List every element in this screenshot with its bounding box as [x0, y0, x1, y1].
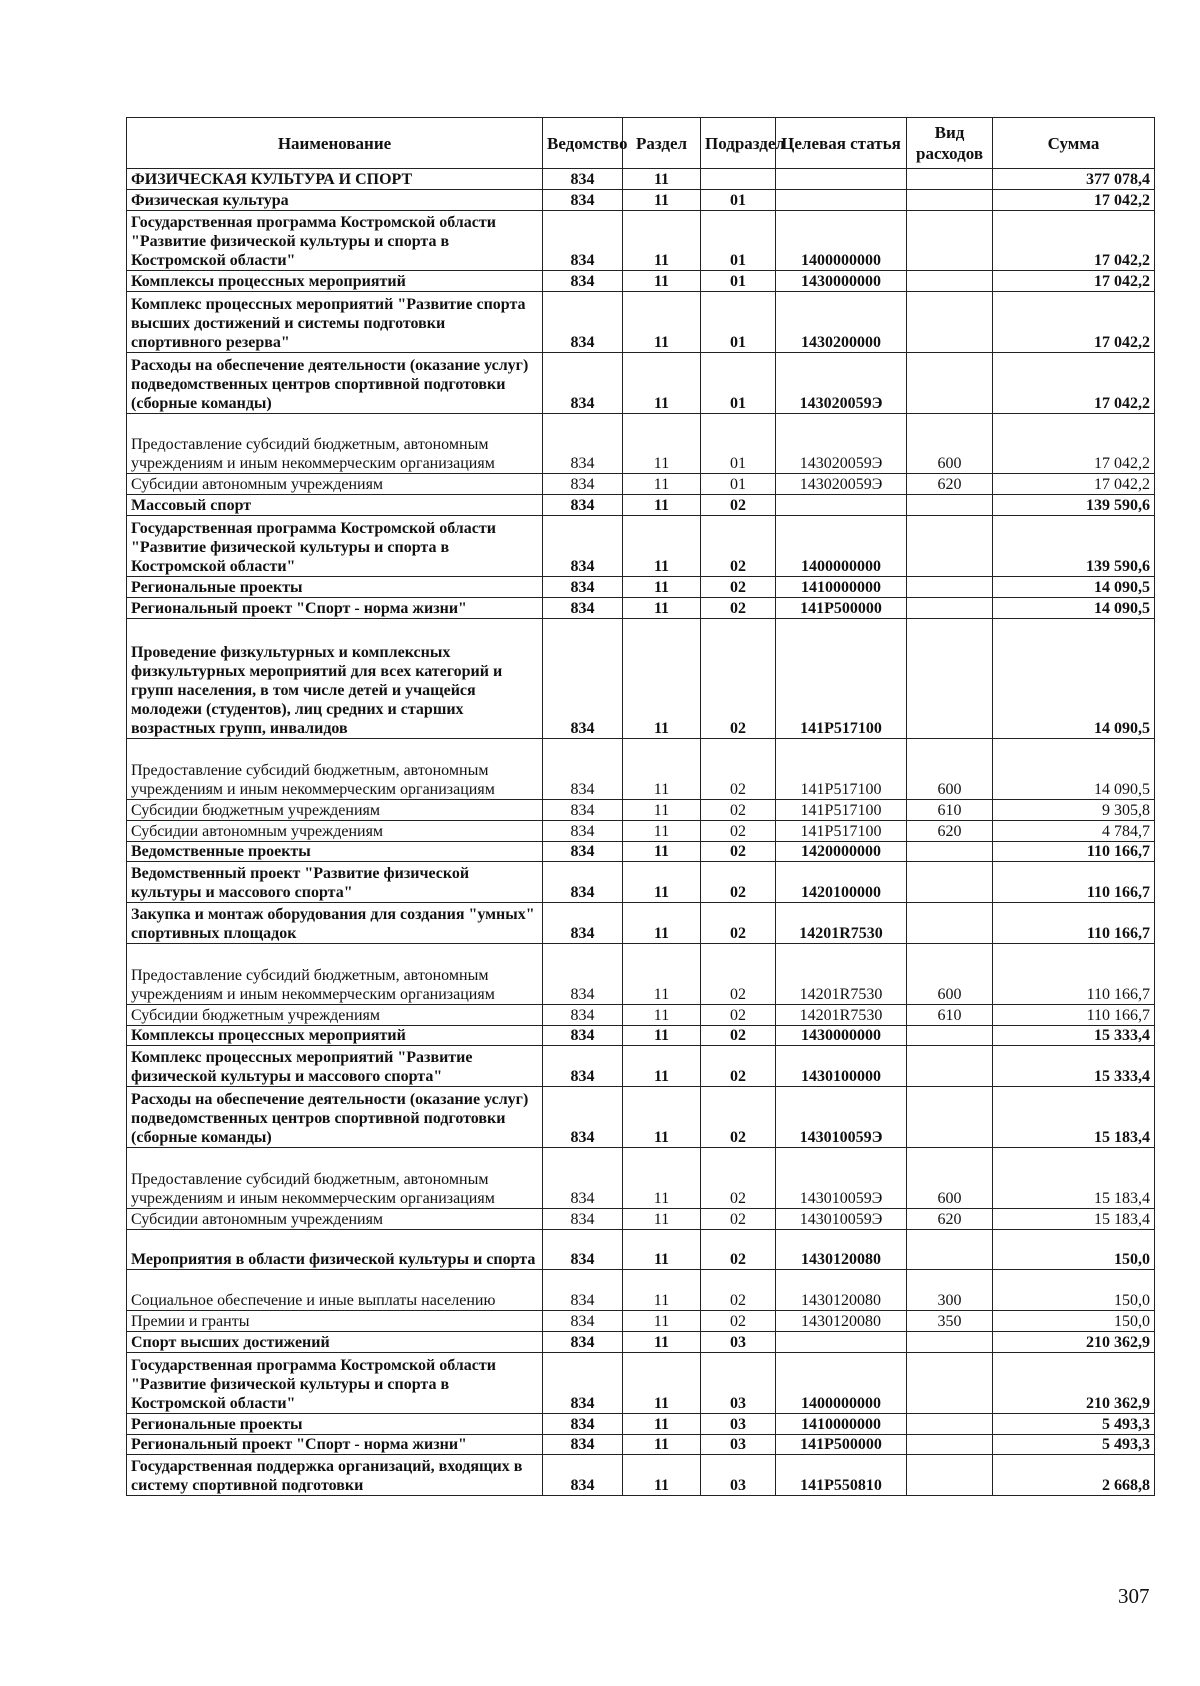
cell-sum: 14 090,5	[993, 618, 1155, 738]
cell-sum: 17 042,2	[993, 210, 1155, 271]
cell-sum: 210 362,9	[993, 1332, 1155, 1353]
cell-subsection: 02	[701, 1229, 776, 1270]
cell-name: Закупка и монтаж оборудования для создания "умных" спортивных площадок	[127, 903, 543, 944]
cell-name: Предоставление субсидий бюджетным, автономным учреждениям и иным некоммерческим организациям	[127, 1147, 543, 1208]
cell-sum: 17 042,2	[993, 292, 1155, 353]
cell-sum: 17 042,2	[993, 413, 1155, 474]
cell-sum: 15 333,4	[993, 1025, 1155, 1046]
table-row	[127, 169, 1155, 190]
cell-subsection: 01	[701, 413, 776, 474]
table-row	[127, 841, 1155, 862]
cell-exp-type: 620	[907, 474, 993, 495]
cell-target: 1400000000	[776, 1352, 907, 1413]
cell-exp-type	[907, 1332, 993, 1353]
cell-section: 11	[623, 1046, 701, 1087]
cell-dept: 834	[543, 292, 623, 353]
cell-name: Субсидии автономным учреждениям	[127, 474, 543, 495]
cell-dept: 834	[543, 1087, 623, 1148]
cell-sum: 2 668,8	[993, 1455, 1155, 1496]
header-sum: Сумма	[993, 118, 1155, 169]
header-target: Целевая статья	[776, 118, 907, 169]
cell-exp-type: 620	[907, 1208, 993, 1229]
cell-section: 11	[623, 576, 701, 597]
cell-dept: 834	[543, 841, 623, 862]
cell-subsection: 01	[701, 271, 776, 292]
cell-exp-type	[907, 1413, 993, 1434]
cell-section: 11	[623, 1229, 701, 1270]
cell-dept: 834	[543, 1332, 623, 1353]
cell-target: 143020059Э	[776, 353, 907, 414]
cell-name: Расходы на обеспечение деятельности (оказание услуг) подведомственных центров спортивной подготовки (сборные команды)	[127, 353, 543, 414]
cell-exp-type: 600	[907, 413, 993, 474]
cell-exp-type	[907, 495, 993, 516]
cell-sum: 14 090,5	[993, 739, 1155, 800]
cell-subsection: 02	[701, 799, 776, 820]
cell-sum: 110 166,7	[993, 903, 1155, 944]
cell-name: ФИЗИЧЕСКАЯ КУЛЬТУРА И СПОРТ	[127, 169, 543, 190]
cell-subsection: 01	[701, 189, 776, 210]
cell-subsection: 03	[701, 1434, 776, 1455]
table-row	[127, 799, 1155, 820]
table-row	[127, 353, 1155, 414]
cell-exp-type	[907, 1229, 993, 1270]
cell-target: 143020059Э	[776, 474, 907, 495]
cell-dept: 834	[543, 1413, 623, 1434]
table-row	[127, 1455, 1155, 1496]
cell-sum: 15 183,4	[993, 1147, 1155, 1208]
cell-section: 11	[623, 169, 701, 190]
cell-section: 11	[623, 862, 701, 903]
cell-sum: 14 090,5	[993, 576, 1155, 597]
cell-dept: 834	[543, 1270, 623, 1311]
cell-subsection: 01	[701, 353, 776, 414]
cell-subsection: 02	[701, 516, 776, 577]
cell-name: Региональный проект "Спорт - норма жизни"	[127, 1434, 543, 1455]
cell-sum: 5 493,3	[993, 1434, 1155, 1455]
cell-sum: 110 166,7	[993, 1004, 1155, 1025]
cell-sum: 17 042,2	[993, 474, 1155, 495]
cell-subsection: 02	[701, 1208, 776, 1229]
cell-name: Ведомственные проекты	[127, 841, 543, 862]
table-row	[127, 1352, 1155, 1413]
cell-target: 14201R7530	[776, 1004, 907, 1025]
cell-subsection: 02	[701, 597, 776, 618]
table-row	[127, 1046, 1155, 1087]
table-row	[127, 1434, 1155, 1455]
cell-exp-type	[907, 618, 993, 738]
cell-sum: 210 362,9	[993, 1352, 1155, 1413]
table-row	[127, 189, 1155, 210]
cell-sum: 15 183,4	[993, 1208, 1155, 1229]
cell-dept: 834	[543, 1434, 623, 1455]
cell-section: 11	[623, 597, 701, 618]
cell-dept: 834	[543, 189, 623, 210]
cell-section: 11	[623, 944, 701, 1005]
table-row	[127, 495, 1155, 516]
cell-dept: 834	[543, 1025, 623, 1046]
cell-dept: 834	[543, 353, 623, 414]
cell-sum: 17 042,2	[993, 271, 1155, 292]
cell-dept: 834	[543, 1208, 623, 1229]
cell-name: Мероприятия в области физической культуры и спорта	[127, 1229, 543, 1270]
cell-dept: 834	[543, 474, 623, 495]
cell-section: 11	[623, 495, 701, 516]
cell-section: 11	[623, 271, 701, 292]
cell-dept: 834	[543, 739, 623, 800]
cell-target: 1400000000	[776, 516, 907, 577]
table-row	[127, 1147, 1155, 1208]
cell-sum: 15 183,4	[993, 1087, 1155, 1148]
cell-name: Государственная поддержка организаций, входящих в систему спортивной подготовки	[127, 1455, 543, 1496]
cell-name: Физическая культура	[127, 189, 543, 210]
cell-sum: 9 305,8	[993, 799, 1155, 820]
cell-target	[776, 169, 907, 190]
cell-dept: 834	[543, 210, 623, 271]
cell-subsection: 01	[701, 210, 776, 271]
cell-subsection: 02	[701, 1087, 776, 1148]
cell-section: 11	[623, 292, 701, 353]
cell-subsection	[701, 169, 776, 190]
table-row	[127, 862, 1155, 903]
cell-dept: 834	[543, 413, 623, 474]
cell-dept: 834	[543, 495, 623, 516]
cell-exp-type	[907, 189, 993, 210]
table-row	[127, 944, 1155, 1005]
cell-name: Расходы на обеспечение деятельности (оказание услуг) подведомственных центров спортивной подготовки (сборные команды)	[127, 1087, 543, 1148]
cell-target: 143010059Э	[776, 1147, 907, 1208]
cell-sum: 4 784,7	[993, 820, 1155, 841]
cell-section: 11	[623, 474, 701, 495]
table-row	[127, 474, 1155, 495]
cell-name: Предоставление субсидий бюджетным, автономным учреждениям и иным некоммерческим организациям	[127, 944, 543, 1005]
table-row	[127, 1025, 1155, 1046]
cell-name: Предоставление субсидий бюджетным, автономным учреждениям и иным некоммерческим организациям	[127, 739, 543, 800]
cell-target: 1430000000	[776, 271, 907, 292]
cell-name: Комплексы процессных мероприятий	[127, 1025, 543, 1046]
cell-exp-type: 610	[907, 1004, 993, 1025]
cell-section: 11	[623, 739, 701, 800]
cell-subsection: 02	[701, 1147, 776, 1208]
cell-target: 141P500000	[776, 1434, 907, 1455]
table-row	[127, 1208, 1155, 1229]
cell-dept: 834	[543, 169, 623, 190]
cell-name: Субсидии автономным учреждениям	[127, 1208, 543, 1229]
cell-subsection: 02	[701, 903, 776, 944]
cell-name: Региональные проекты	[127, 1413, 543, 1434]
cell-section: 11	[623, 189, 701, 210]
cell-subsection: 02	[701, 739, 776, 800]
cell-name: Социальное обеспечение и иные выплаты населению	[127, 1270, 543, 1311]
cell-name: Государственная программа Костромской области "Развитие физической культуры и спорта в Костромской области"	[127, 1352, 543, 1413]
cell-section: 11	[623, 516, 701, 577]
table-row	[127, 903, 1155, 944]
cell-exp-type	[907, 576, 993, 597]
cell-dept: 834	[543, 516, 623, 577]
cell-subsection: 02	[701, 1046, 776, 1087]
cell-target: 1430120080	[776, 1270, 907, 1311]
table-body	[127, 169, 1155, 1496]
header-name: Наименование	[127, 118, 543, 169]
cell-section: 11	[623, 903, 701, 944]
cell-target: 141P517100	[776, 799, 907, 820]
cell-subsection: 02	[701, 1311, 776, 1332]
cell-name: Региональные проекты	[127, 576, 543, 597]
cell-subsection: 02	[701, 841, 776, 862]
cell-subsection: 02	[701, 495, 776, 516]
cell-target	[776, 495, 907, 516]
cell-name: Спорт высших достижений	[127, 1332, 543, 1353]
header-dept: Ведомство	[543, 118, 623, 169]
cell-section: 11	[623, 841, 701, 862]
cell-name: Государственная программа Костромской области "Развитие физической культуры и спорта в Костромской области"	[127, 210, 543, 271]
cell-name: Комплекс процессных мероприятий "Развитие физической культуры и массового спорта"	[127, 1046, 543, 1087]
cell-name: Комплексы процессных мероприятий	[127, 271, 543, 292]
table-row	[127, 820, 1155, 841]
cell-exp-type: 350	[907, 1311, 993, 1332]
cell-target: 1420100000	[776, 862, 907, 903]
table-row	[127, 1413, 1155, 1434]
cell-target: 141P517100	[776, 739, 907, 800]
cell-sum: 110 166,7	[993, 944, 1155, 1005]
cell-section: 11	[623, 210, 701, 271]
cell-sum: 110 166,7	[993, 841, 1155, 862]
cell-target: 141P550810	[776, 1455, 907, 1496]
table-row	[127, 576, 1155, 597]
cell-name: Государственная программа Костромской области "Развитие физической культуры и спорта в Костромской области"	[127, 516, 543, 577]
cell-target: 1410000000	[776, 576, 907, 597]
cell-name: Премии и гранты	[127, 1311, 543, 1332]
cell-target: 143020059Э	[776, 413, 907, 474]
table-row	[127, 516, 1155, 577]
cell-exp-type	[907, 1455, 993, 1496]
cell-exp-type	[907, 1046, 993, 1087]
table-row	[127, 1332, 1155, 1353]
table-header-row	[127, 118, 1155, 169]
cell-subsection: 02	[701, 1004, 776, 1025]
cell-exp-type	[907, 353, 993, 414]
cell-section: 11	[623, 820, 701, 841]
cell-target: 1410000000	[776, 1413, 907, 1434]
header-exp-type: Вид расходов	[907, 118, 993, 169]
cell-dept: 834	[543, 618, 623, 738]
cell-sum: 377 078,4	[993, 169, 1155, 190]
table-row	[127, 618, 1155, 738]
cell-sum: 139 590,6	[993, 516, 1155, 577]
cell-exp-type	[907, 597, 993, 618]
cell-dept: 834	[543, 1229, 623, 1270]
cell-exp-type	[907, 210, 993, 271]
cell-dept: 834	[543, 1147, 623, 1208]
cell-subsection: 02	[701, 576, 776, 597]
cell-subsection: 02	[701, 944, 776, 1005]
cell-subsection: 02	[701, 1025, 776, 1046]
cell-section: 11	[623, 1311, 701, 1332]
cell-name: Региональный проект "Спорт - норма жизни"	[127, 597, 543, 618]
cell-exp-type: 620	[907, 820, 993, 841]
cell-subsection: 01	[701, 292, 776, 353]
cell-subsection: 02	[701, 618, 776, 738]
cell-name: Субсидии бюджетным учреждениям	[127, 799, 543, 820]
cell-target: 143010059Э	[776, 1087, 907, 1148]
cell-section: 11	[623, 1147, 701, 1208]
cell-dept: 834	[543, 903, 623, 944]
cell-target: 1430120080	[776, 1229, 907, 1270]
cell-name: Массовый спорт	[127, 495, 543, 516]
cell-dept: 834	[543, 1004, 623, 1025]
cell-target: 1400000000	[776, 210, 907, 271]
cell-sum: 139 590,6	[993, 495, 1155, 516]
cell-target: 14201R7530	[776, 944, 907, 1005]
cell-dept: 834	[543, 799, 623, 820]
cell-dept: 834	[543, 576, 623, 597]
cell-subsection: 02	[701, 820, 776, 841]
cell-section: 11	[623, 1352, 701, 1413]
cell-exp-type	[907, 516, 993, 577]
cell-dept: 834	[543, 597, 623, 618]
cell-subsection: 03	[701, 1332, 776, 1353]
cell-target	[776, 1332, 907, 1353]
cell-sum: 5 493,3	[993, 1413, 1155, 1434]
header-section: Раздел	[623, 118, 701, 169]
cell-section: 11	[623, 1208, 701, 1229]
cell-name: Комплекс процессных мероприятий "Развитие спорта высших достижений и системы подготовки спортивного резерва"	[127, 292, 543, 353]
cell-exp-type	[907, 292, 993, 353]
cell-name: Проведение физкультурных и комплексных физкультурных мероприятий для всех категорий и групп населения, в том числе детей и учащейся молодежи (студентов), лиц средних и старших возрастных групп, инвалидов	[127, 618, 543, 738]
cell-section: 11	[623, 1413, 701, 1434]
table-row	[127, 413, 1155, 474]
cell-dept: 834	[543, 862, 623, 903]
page-number: 307	[1118, 1584, 1150, 1608]
cell-dept: 834	[543, 1455, 623, 1496]
cell-sum: 150,0	[993, 1270, 1155, 1311]
cell-exp-type	[907, 1087, 993, 1148]
cell-sum: 150,0	[993, 1311, 1155, 1332]
cell-exp-type: 600	[907, 1147, 993, 1208]
cell-exp-type	[907, 862, 993, 903]
cell-name: Субсидии бюджетным учреждениям	[127, 1004, 543, 1025]
cell-section: 11	[623, 1087, 701, 1148]
table-row	[127, 210, 1155, 271]
cell-target: 141P517100	[776, 618, 907, 738]
cell-sum: 150,0	[993, 1229, 1155, 1270]
cell-dept: 834	[543, 271, 623, 292]
cell-section: 11	[623, 1332, 701, 1353]
cell-subsection: 03	[701, 1352, 776, 1413]
cell-exp-type	[907, 271, 993, 292]
cell-section: 11	[623, 1004, 701, 1025]
cell-dept: 834	[543, 944, 623, 1005]
cell-subsection: 02	[701, 862, 776, 903]
cell-section: 11	[623, 618, 701, 738]
table-row	[127, 292, 1155, 353]
cell-sum: 17 042,2	[993, 353, 1155, 414]
cell-sum: 110 166,7	[993, 862, 1155, 903]
cell-exp-type: 610	[907, 799, 993, 820]
cell-subsection: 03	[701, 1455, 776, 1496]
cell-sum: 17 042,2	[993, 189, 1155, 210]
cell-exp-type: 600	[907, 739, 993, 800]
cell-exp-type: 600	[907, 944, 993, 1005]
cell-section: 11	[623, 1455, 701, 1496]
cell-subsection: 01	[701, 474, 776, 495]
cell-section: 11	[623, 799, 701, 820]
cell-exp-type	[907, 841, 993, 862]
cell-dept: 834	[543, 1311, 623, 1332]
budget-table	[126, 117, 1155, 1496]
cell-target: 1430100000	[776, 1046, 907, 1087]
cell-target: 141P500000	[776, 597, 907, 618]
table-row	[127, 597, 1155, 618]
cell-section: 11	[623, 1270, 701, 1311]
cell-exp-type	[907, 903, 993, 944]
cell-dept: 834	[543, 1046, 623, 1087]
cell-name: Субсидии автономным учреждениям	[127, 820, 543, 841]
cell-target: 1430200000	[776, 292, 907, 353]
cell-exp-type	[907, 1352, 993, 1413]
table-row	[127, 1004, 1155, 1025]
cell-target: 141P517100	[776, 820, 907, 841]
cell-section: 11	[623, 413, 701, 474]
cell-target: 1430000000	[776, 1025, 907, 1046]
cell-exp-type: 300	[907, 1270, 993, 1311]
cell-target: 1420000000	[776, 841, 907, 862]
cell-name: Предоставление субсидий бюджетным, автономным учреждениям и иным некоммерческим организациям	[127, 413, 543, 474]
cell-name: Ведомственный проект "Развитие физической культуры и массового спорта"	[127, 862, 543, 903]
cell-section: 11	[623, 1025, 701, 1046]
cell-dept: 834	[543, 820, 623, 841]
cell-target: 14201R7530	[776, 903, 907, 944]
table-row	[127, 1311, 1155, 1332]
cell-target: 1430120080	[776, 1311, 907, 1332]
table-row	[127, 1229, 1155, 1270]
cell-sum: 15 333,4	[993, 1046, 1155, 1087]
cell-exp-type	[907, 169, 993, 190]
cell-subsection: 02	[701, 1270, 776, 1311]
table-row	[127, 739, 1155, 800]
table-row	[127, 1270, 1155, 1311]
cell-subsection: 03	[701, 1413, 776, 1434]
table-row	[127, 271, 1155, 292]
header-subsection: Подраздел	[701, 118, 776, 169]
cell-exp-type	[907, 1025, 993, 1046]
cell-exp-type	[907, 1434, 993, 1455]
cell-dept: 834	[543, 1352, 623, 1413]
table-row	[127, 1087, 1155, 1148]
cell-section: 11	[623, 1434, 701, 1455]
cell-target: 143010059Э	[776, 1208, 907, 1229]
cell-section: 11	[623, 353, 701, 414]
cell-sum: 14 090,5	[993, 597, 1155, 618]
cell-target	[776, 189, 907, 210]
